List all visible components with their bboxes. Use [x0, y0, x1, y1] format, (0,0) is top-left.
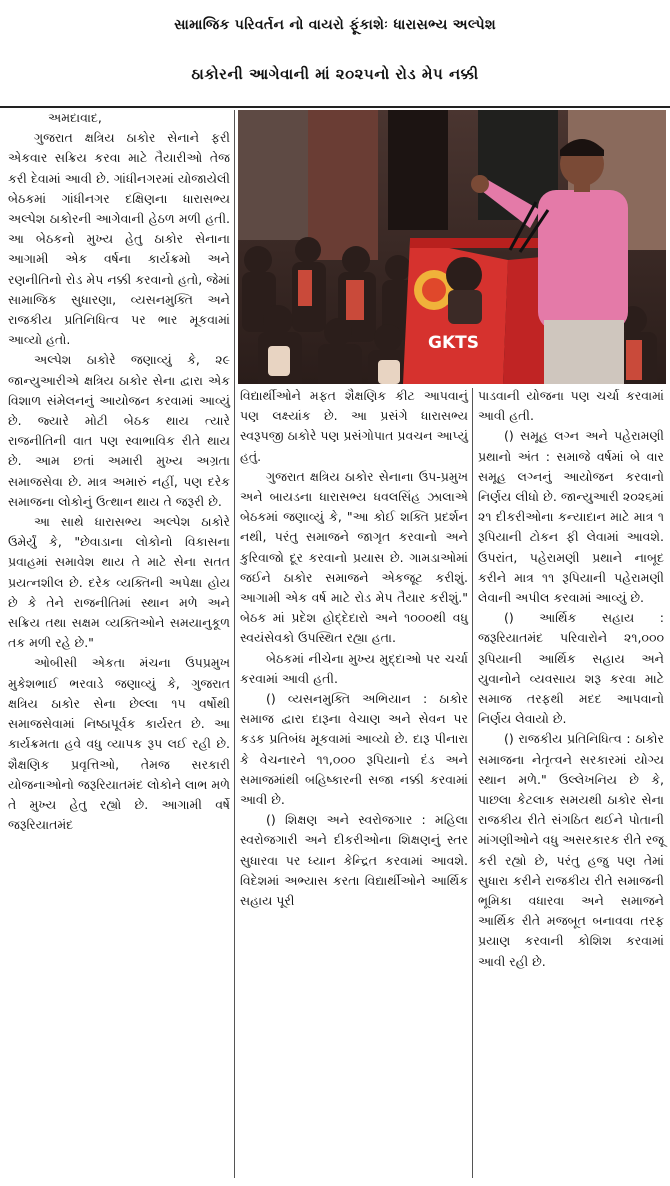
column-divider [234, 110, 235, 1178]
article-column-2 [240, 386, 468, 911]
list-item: () રાજકીય પ્રતિનિધિત્વ : ઠાકોર સમાજના નેતૃત્વને સરકારમાં યોગ્ય સ્થાન મળે." ઉલ્લેખનિય છે કે, પાછલા કેટલાક સમયથી ઠાકોર સેના રાજકીય રીતે સંગઠિત થઈને પોતાની માંગણીઓને વધુ અસરકારક રીતે રજૂ કરી રહ્યો છે, પરંતુ હજુ પણ તેમાં સુધારા કરીને રાજકીય રીતે સમાજની ભૂમિકા વધારવા અને સમાજને આર્થિક રીતે મજબૂત બનાવવા તરફ પ્રયાણ કરવાની કોશિશ કરવામાં આવી રહી છે. [478, 731, 664, 969]
podium-text: GKTS [428, 333, 479, 353]
paragraph: અલ્પેશ ઠાકોરે જણાવ્યું કે, ૨૯ જાન્યુઆરીએ ક્ષત્રિય ઠાકોર સેના દ્વારા એક વિશાળ સંમેલનનું આયોજન કરવામાં આવ્યું છે. જ્યારે મોટી બેઠક થાય ત્યારે રાજનીતિની વાત પણ સ્વાભાવિક રીતે થાય છે. આમ છતાં અમારી મુખ્ય અગ્રતા સમાજસેવા છે. માત્ર અમારું નહીં, પણ દરેક સમાજના લોકોનું ઉત્થાન થાય તે જરૂરી છે. [8, 352, 230, 509]
news-photo [238, 110, 666, 384]
list-item: () સમૂહ લગ્ન અને પહેરામણી પ્રથાનો અંત : સમાજે વર્ષમાં બે વાર સમૂહ લગ્નનું આયોજન કરવાનો નિર્ણય લીધો છે. જાન્યુઆરી ૨૦૨૬માં ૨૧ દીકરીઓના કન્યાદાન માટે માત્ર ૧ રૂપિયાની ટોકન ફી લેવામાં આવશે. ઉપરાંત, પહેરામણી પ્રથાને નાબૂદ કરીને માત્ર ૧૧ રૂપિયાની પહેરામણી લેવાની અપીલ કરવામાં આવ્યું છે. [478, 428, 664, 606]
paragraph: આ સાથે ધારાસભ્ય અલ્પેશ ઠાકોરે ઉમેર્યું કે, "છેવાડાના લોકોનો વિકાસના પ્રવાહમાં સમાવેશ થાય તે માટે સેના સતત પ્રયત્નશીલ છે. દરેક વ્યક્તિની અપેક્ષા હોય છે કે તેને રાજનીતિમાં સ્થાન મળે અને સક્રિય તથા સક્ષમ વ્યક્તિઓને સમયાનુકૂળ તક મળી રહે છે." [8, 514, 230, 651]
paragraph: પાડવાની યોજના પણ ચર્ચા કરવામાં આવી હતી. [478, 388, 664, 424]
headline-line-2: ઠાકોરની આગેવાની માં ૨૦૨૫નો રોડ મેપ નક્કી [191, 65, 479, 83]
paragraph: બેઠકમાં નીચેના મુખ્ય મુદ્દાઓ પર ચર્ચા કરવામાં આવી હતી. [240, 650, 468, 686]
dateline: અમદાવાદ, [48, 110, 102, 125]
list-item: () આર્થિક સહાય : જરૂરિયાતમંદ પરિવારોને ૨૧,૦૦૦ રૂપિયાની આર્થિક સહાય અને યુવાનોને વ્યવસાય શરૂ કરવા માટે સમાજ તરફથી મદદ આપવાનો નિર્ણય લેવાયો છે. [478, 610, 664, 727]
article-column-3 [478, 386, 664, 972]
paragraph: ઓબીસી એકતા મંચના ઉપપ્રમુખ મુકેશભાઈ ભરવાડે જણાવ્યું કે, ગુજરાત ક્ષત્રિય ઠાકોર સેના છેલ્લા ૧૫ વર્ષોથી સમાજસેવામાં નિષ્ઠાપૂર્વક કાર્યરત છે. આ કાર્યક્રમતા હવે વધુ વ્યાપક રૂપ લઈ રહી છે. શૈક્ષણિક પ્રવૃત્તિઓ, તેમજ સરકારી યોજનાઓનો જરૂરિયાતમંદ લોકોને લાભ મળે તે મુખ્ય હેતુ રહ્યો છે. આગામી વર્ષે જરૂરિયાતમંદ [8, 655, 230, 833]
headline-line-1: સામાજિક પરિવર્તન નો વાયરો ફૂંકાશેઃ ધારાસભ્ય અલ્પેશ [174, 17, 496, 33]
column-divider [472, 388, 473, 1178]
paragraph: ગુજરાત ક્ષત્રિય ઠાકોર સેનાના ઉપ-પ્રમુખ અને બાયડના ધારાસભ્ય ધવલસિંહ ઝાલાએ બેઠકમાં જણાવ્યું કે, "આ કોઈ શક્તિ પ્રદર્શન નથી, પરંતુ સમાજને જાગૃત કરવાનો અને કુરિવાજો દૂર કરવાનો પ્રયાસ છે. ગામડાઓમાં જઈને ઠાકોર સમાજને એકજૂટ કરીશું. આગામી એક વર્ષ માટે રોડ મેપ તૈયાર કરીશું." બેઠક માં પ્રદેશ હોદ્દેદારો અને ૧૦૦૦થી વધુ સ્વયંસેવકો ઉપસ્થિત રહ્યા હતા. [240, 468, 468, 646]
paragraph: ગુજરાત ક્ષત્રિય ઠાકોર સેનાને ફરી એકવાર સક્રિય કરવા માટે તૈયારીઓ તેજ કરી દેવામાં આવી છે. ગાંધીનગરમાં યોજાયેલી બેઠકમાં ગાંધીનગર દક્ષિણના ધારાસભ્ય અલ્પેશ ઠાકોરની આગેવાની હેઠળ મળી હતી. આ બેઠકનો મુખ્ય હેતુ ઠાકોર સેનાના આગામી એક વર્ષના કાર્યક્રમો અને રણનીતિનો રોડ મેપ નક્કી કરવાનો હતો, જેમાં સામાજિક સુધારણા, વ્યસનમુક્તિ અને રાજકીય પ્રતિનિધિત્વ પર ભાર મૂકવામાં આવ્યો હતો. [8, 130, 230, 348]
headline [0, 0, 670, 108]
list-item: () વ્યસનમુક્તિ અભિયાન : ઠાકોર સમાજ દ્વારા દારૂના વેચાણ અને સેવન પર કડક પ્રતિબંધ મૂકવામાં આવ્યો છે. દારૂ પીનારા કે વેચનારને ૧૧,૦૦૦ રૂપિયાનો દંડ અને સમાજમાંથી બહિષ્કારની સજા નક્કી કરવામાં આવી છે. [240, 691, 468, 808]
article-column-1 [8, 108, 230, 835]
paragraph: વિદ્યાર્થીઓને મફત શૈક્ષણિક કીટ આપવાનું પણ લક્ષ્યાંક છે. આ પ્રસંગે ધારાસભ્ય સ્વરૂપજી ઠાકોરે પણ પ્રસંગોપાત પ્રવચન આપ્યું હતું. [240, 388, 468, 464]
list-item: () શિક્ષણ અને સ્વરોજગાર : મહિલા સ્વરોજગારી અને દીકરીઓના શિક્ષણનું સ્તર સુધારવા પર ધ્યાન કેન્દ્રિત કરવામાં આવશે. વિદેશમાં અભ્યાસ કરતા વિદ્યાર્થીઓને આર્થિક સહાય પૂરી [240, 812, 468, 909]
